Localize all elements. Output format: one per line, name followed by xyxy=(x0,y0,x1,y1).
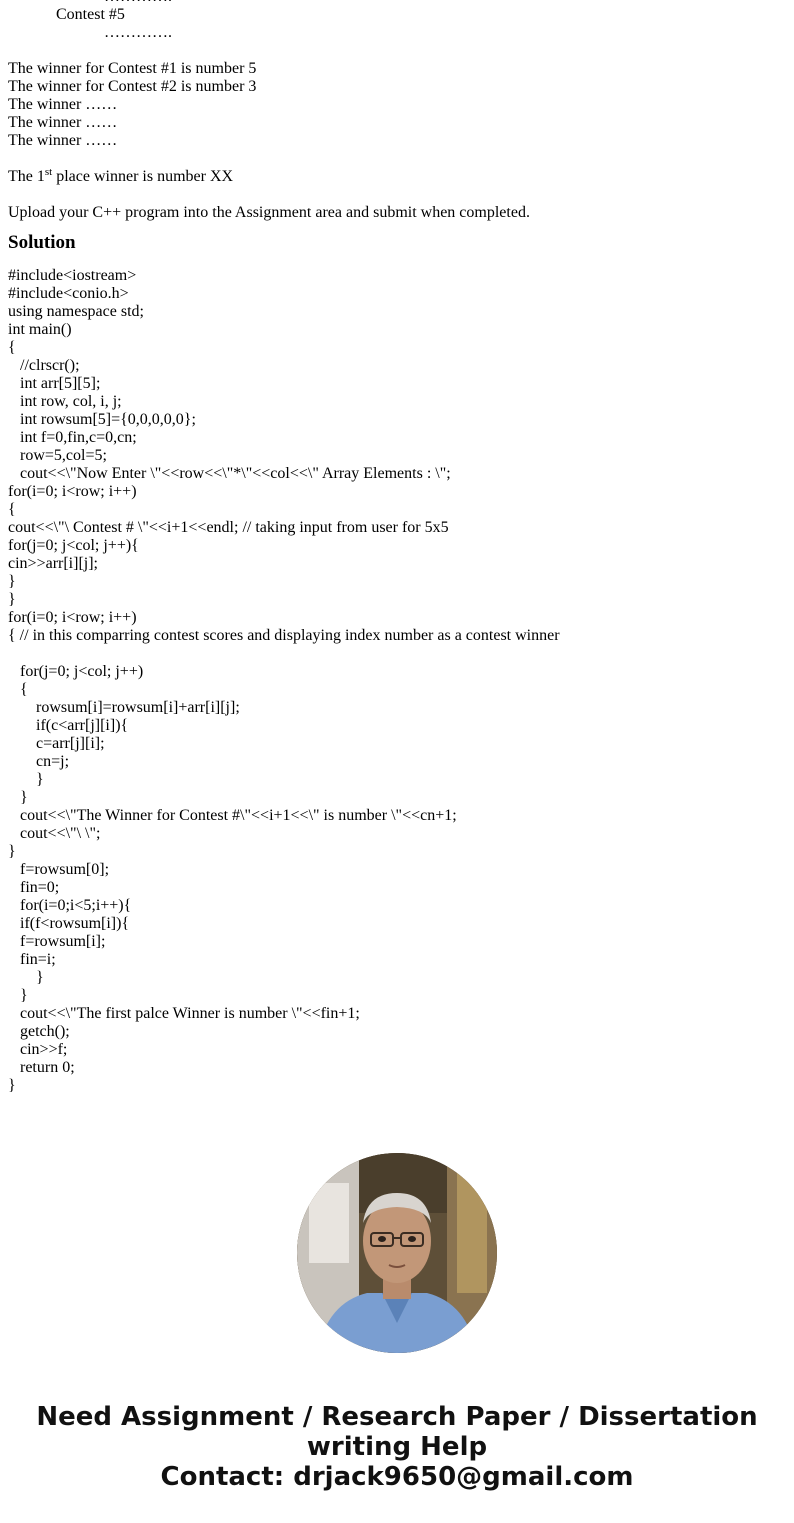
spacer xyxy=(8,186,788,204)
code-line: { // in this comparring contest scores and displaying index number as a contest winner xyxy=(8,627,560,644)
code-line: for(j=0; j<col; j++){ xyxy=(8,537,139,554)
winner-line: The winner …… xyxy=(8,132,118,149)
code-line: rowsum[i]=rowsum[i]+arr[i][j]; xyxy=(8,699,240,716)
code-line: cin>>f; xyxy=(8,1041,68,1058)
code-line: } xyxy=(8,591,16,608)
code-line: f=rowsum[i]; xyxy=(8,933,106,950)
promo-line-1: Need Assignment / Research Paper / Dissertation xyxy=(36,1402,758,1432)
code-line: int f=0,fin,c=0,cn; xyxy=(8,429,137,446)
code-line: } xyxy=(8,987,28,1004)
code-line: int rowsum[5]={0,0,0,0,0}; xyxy=(8,411,196,428)
code-line: } xyxy=(8,573,16,590)
code-line: for(i=0; i<row; i++) xyxy=(8,483,137,500)
code-line: { xyxy=(8,501,16,518)
code-line: for(i=0;i<5;i++){ xyxy=(8,897,132,914)
code-block-a xyxy=(8,267,788,645)
code-line: cout<<\"The Winner for Contest #\"<<i+1<<\" is number \"<<cn+1; xyxy=(8,807,457,824)
author-avatar xyxy=(297,1153,497,1353)
solution-heading: Solution xyxy=(8,232,76,253)
spacer xyxy=(8,222,788,228)
code-line: #include<iostream> xyxy=(8,267,137,284)
ordinal-suffix: st xyxy=(44,166,53,178)
code-line: cout<<\"\ \"; xyxy=(8,825,101,842)
code-line: f=rowsum[0]; xyxy=(8,861,110,878)
promo-line-2: writing Help xyxy=(306,1432,488,1462)
author-portrait-image xyxy=(297,1153,497,1353)
code-line: if(f<rowsum[i]){ xyxy=(8,915,130,932)
code-line: } xyxy=(8,1077,16,1094)
upload-instruction: Upload your C++ program into the Assignment area and submit when completed. xyxy=(8,204,530,221)
document-body xyxy=(8,0,788,1095)
promo-banner xyxy=(0,1402,794,1492)
code-line: #include<conio.h> xyxy=(8,285,129,302)
contest-5-label: Contest #5 xyxy=(56,6,125,23)
code-line: { xyxy=(8,681,28,698)
code-line: fin=0; xyxy=(8,879,60,896)
code-line: cout<<\"\ Contest # \"<<i+1<<endl; // taking input from user for 5x5 xyxy=(8,519,449,536)
ellipsis-line: …………. xyxy=(104,24,172,41)
code-line: fin=i; xyxy=(8,951,56,968)
code-line: if(c<arr[j][i]){ xyxy=(8,717,129,734)
winner-line: The winner …… xyxy=(8,114,118,131)
code-line: cn=j; xyxy=(8,753,70,770)
winner-line: The winner for Contest #2 is number 3 xyxy=(8,78,257,95)
code-line: return 0; xyxy=(8,1059,75,1076)
code-line: cout<<\"The first palce Winner is number \"<<fin+1; xyxy=(8,1005,360,1022)
first-place-suffix: place winner is number XX xyxy=(52,168,234,185)
code-block-b xyxy=(8,663,788,1095)
code-line: int arr[5][5]; xyxy=(8,375,101,392)
spacer xyxy=(8,645,788,663)
promo-contact: Contact: drjack9650@gmail.com xyxy=(160,1462,634,1492)
code-line: cin>>arr[i][j]; xyxy=(8,555,98,572)
code-line: } xyxy=(8,843,16,860)
code-line: c=arr[j][i]; xyxy=(8,735,105,752)
code-line: row=5,col=5; xyxy=(8,447,107,464)
code-line: int row, col, i, j; xyxy=(8,393,122,410)
code-line: getch(); xyxy=(8,1023,70,1040)
spacer xyxy=(8,42,788,60)
code-line: { xyxy=(8,339,16,356)
code-line: for(i=0; i<row; i++) xyxy=(8,609,137,626)
code-line: //clrscr(); xyxy=(8,357,80,374)
code-line: int main() xyxy=(8,321,72,338)
spacer xyxy=(8,150,788,168)
code-line: } xyxy=(8,969,44,986)
first-place-prefix: The 1 xyxy=(8,168,45,185)
code-line: } xyxy=(8,771,44,788)
code-line: for(j=0; j<col; j++) xyxy=(8,663,144,680)
winner-line: The winner for Contest #1 is number 5 xyxy=(8,60,257,77)
code-line: using namespace std; xyxy=(8,303,144,320)
winner-line: The winner …… xyxy=(8,96,118,113)
code-line: cout<<\"Now Enter \"<<row<<\"*\"<<col<<\" Array Elements : \"; xyxy=(8,465,451,482)
first-place-line xyxy=(8,168,788,186)
code-line: } xyxy=(8,789,28,806)
